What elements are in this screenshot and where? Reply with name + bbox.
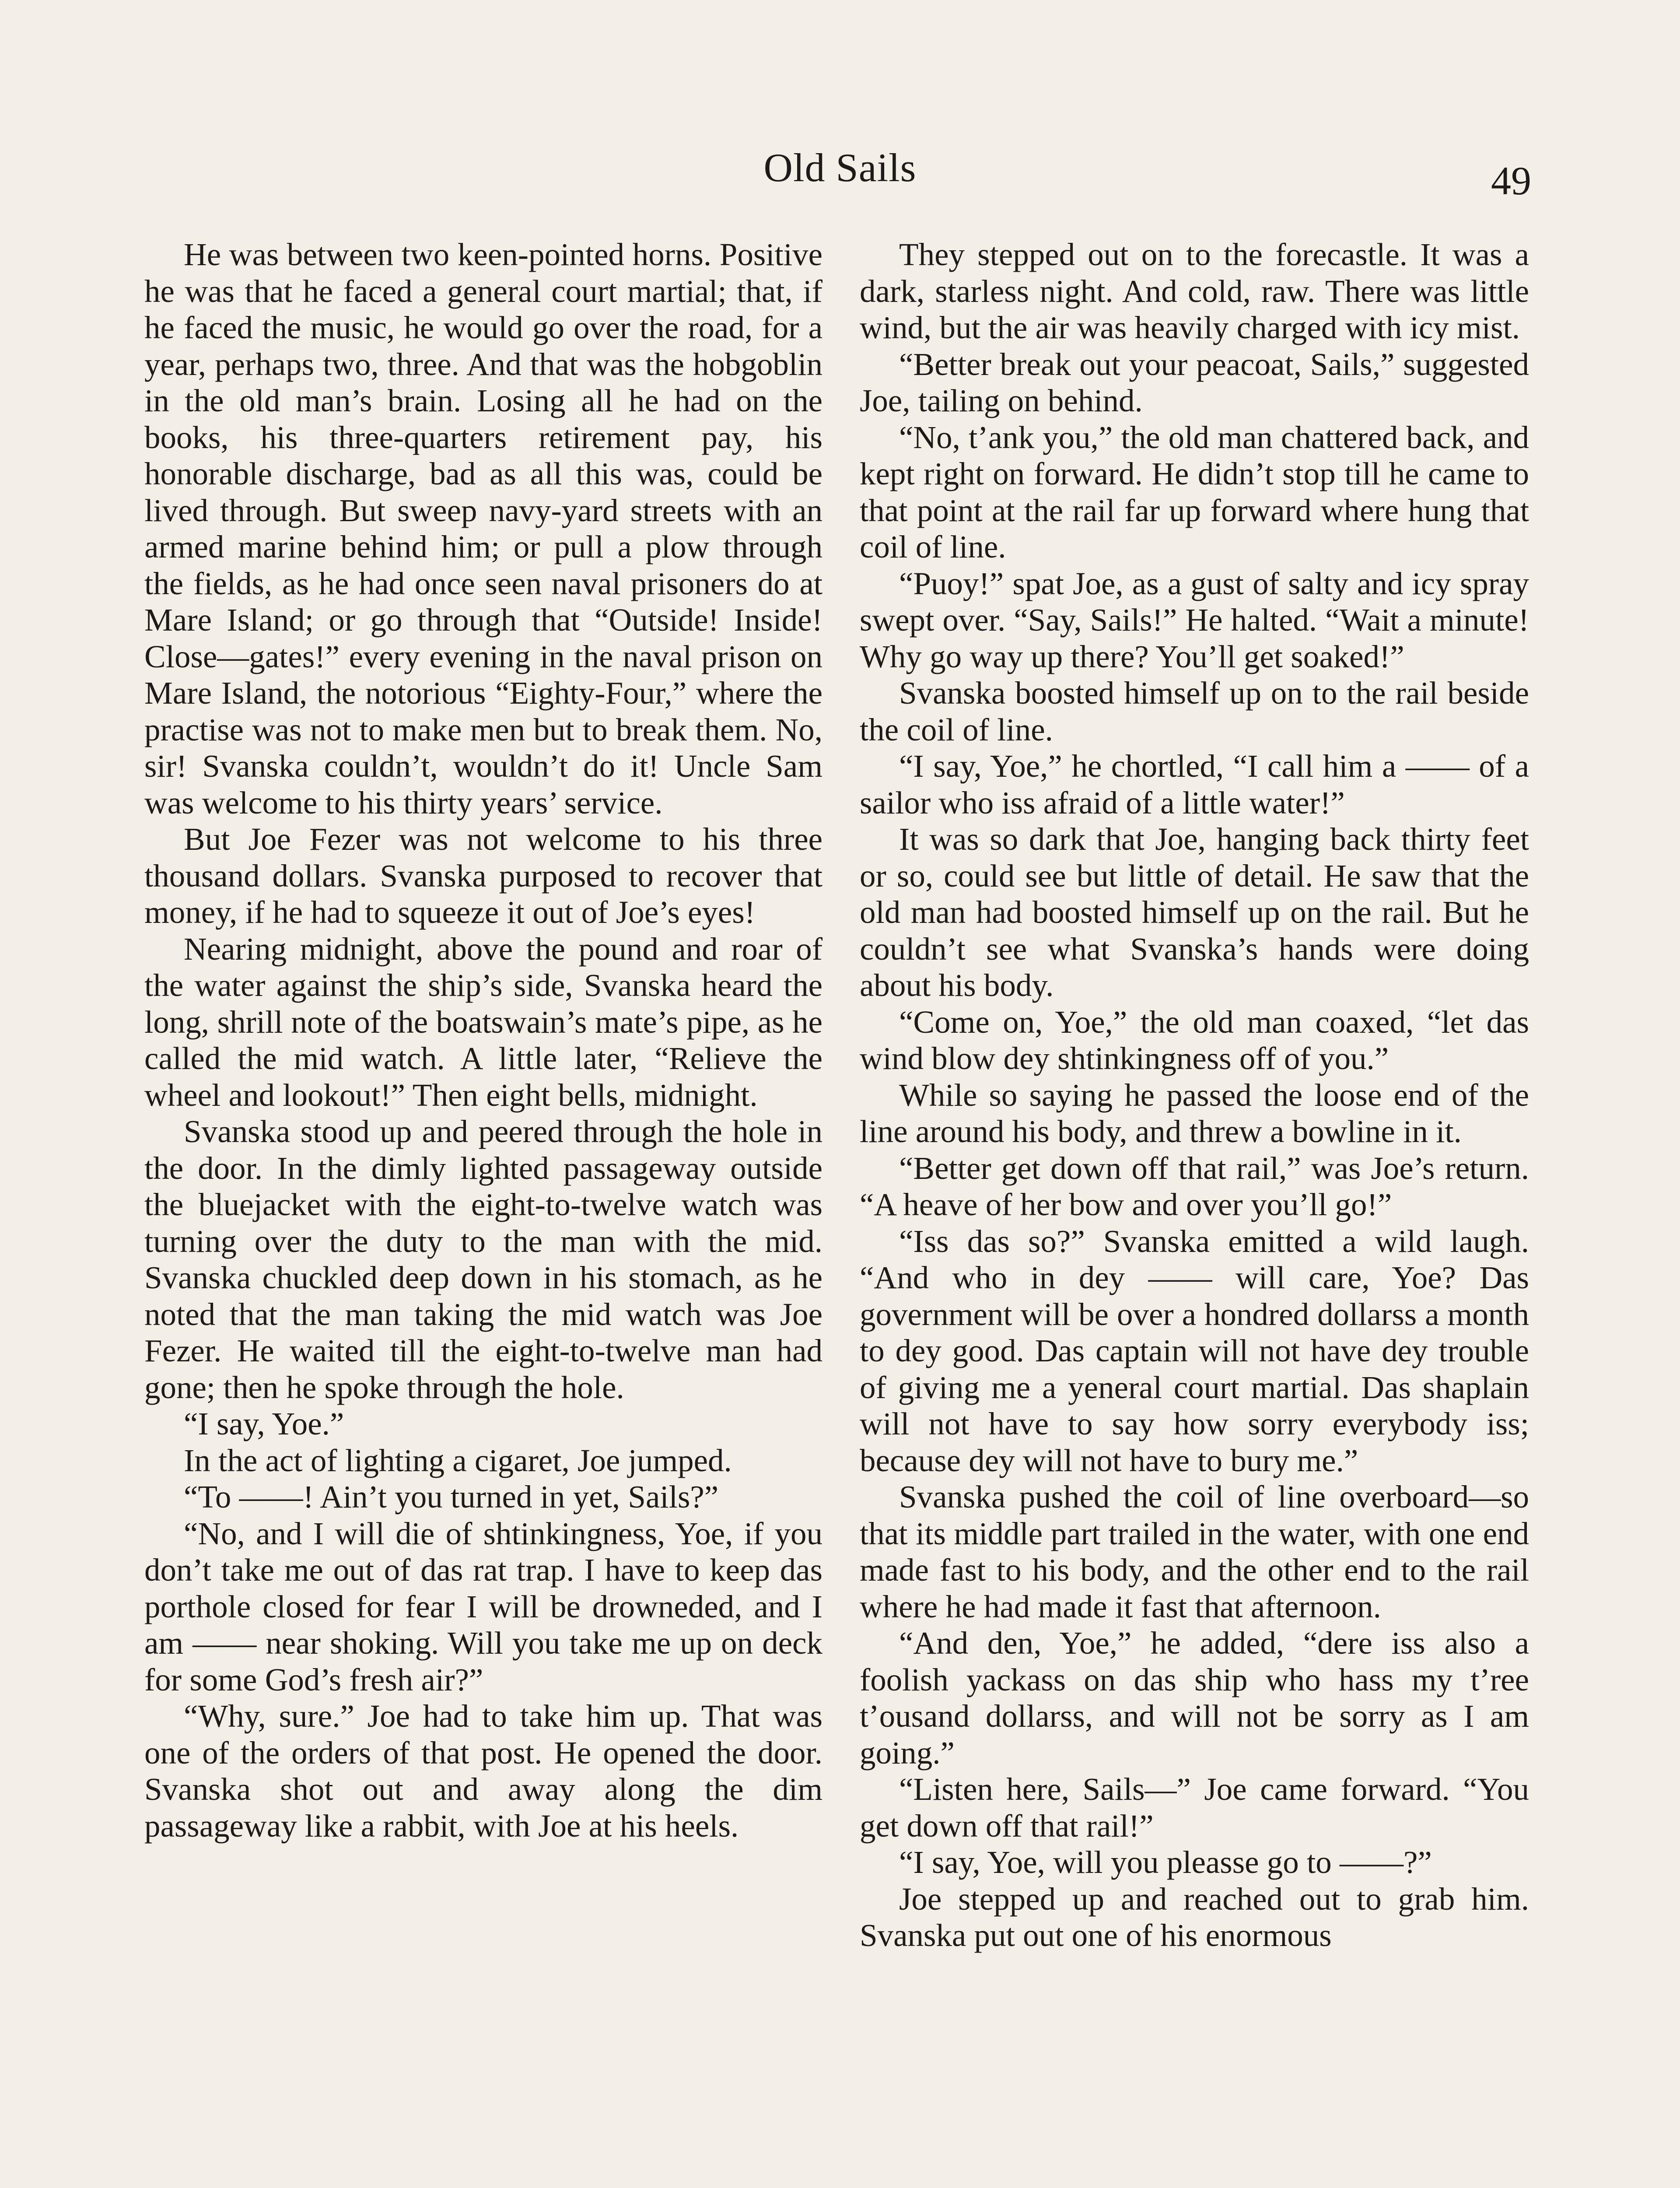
- paragraph: “Come on, Yoe,” the old man coaxed, “let das wind blow dey shtinkingness off of you.”: [860, 1004, 1529, 1076]
- paragraph: “No, and I will die of shtinkingness, Yoe, if you don’t take me out of das rat trap. I have to keep das porthole closed for fear I will be drowneded, and I am —— near shoking. Will you take me up on deck for some God’s fresh air?”: [144, 1515, 822, 1697]
- paragraph: They stepped out on to the forecastle. It was a dark, starless night. And cold, raw. There was little wind, but the air was heavily charged with icy mist.: [860, 237, 1529, 345]
- paragraph: “Puoy!” spat Joe, as a gust of salty and icy spray swept over. “Say, Sails!” He halted. “Wait a minute! Why go way up there? You’ll get soaked!”: [860, 565, 1529, 674]
- paragraph: Nearing midnight, above the pound and roar of the water against the ship’s side, Svanska heard the long, shrill note of the boatswain’s mate’s pipe, as he called the mid watch. A little later, “Relieve the wheel and lookout!” Then eight bells, midnight.: [144, 931, 822, 1113]
- paragraph: But Joe Fezer was not welcome to his three thousand dollars. Svanska purposed to recover that money, if he had to squeeze it out of Joe’s eyes!: [144, 821, 822, 930]
- right-column: [860, 236, 1529, 1954]
- paragraph: Svanska boosted himself up on to the rail beside the coil of line.: [860, 675, 1529, 747]
- paragraph: It was so dark that Joe, hanging back thirty feet or so, could see but little of detail. He saw that the old man had boosted himself up on the rail. But he couldn’t see what Svanska’s hands were doing about his body.: [860, 821, 1529, 1003]
- paragraph: “I say, Yoe, will you pleasse go to ——?”: [899, 1844, 1432, 1880]
- paragraph: “Listen here, Sails—” Joe came forward. “You get down off that rail!”: [860, 1771, 1529, 1844]
- paragraph: While so saying he passed the loose end of the line around his body, and threw a bowline in it.: [860, 1077, 1529, 1149]
- paragraph: “To ——! Ain’t you turned in yet, Sails?”: [184, 1479, 719, 1515]
- paragraph: “Better get down off that rail,” was Joe’s return. “A heave of her bow and over you’ll go!”: [860, 1150, 1529, 1222]
- paragraph: “And den, Yoe,” he added, “dere iss also a foolish yackass on das ship who hass my t’ree t’ousand dollarss, and will not be sorry as I am going.”: [860, 1625, 1529, 1771]
- paragraph: “Why, sure.” Joe had to take him up. That was one of the orders of that post. He opened the door. Svanska shot out and away along the dim passageway like a rabbit, with Joe at his heels.: [144, 1698, 822, 1844]
- paragraph: In the act of lighting a cigaret, Joe jumped.: [184, 1442, 732, 1478]
- paragraph: “Iss das so?” Svanska emitted a wild laugh. “And who in dey —— will care, Yoe? Das government will be over a hondred dollarss a month to dey good. Das captain will not have dey trouble of giving me a yeneral court martial. Das shaplain will not have to say how sorry everybody iss; because dey will not have to bury me.”: [860, 1223, 1529, 1478]
- page-number: 49: [1491, 158, 1531, 203]
- paragraph: “Better break out your peacoat, Sails,” suggested Joe, tailing on behind.: [860, 346, 1529, 418]
- paragraph: Joe stepped up and reached out to grab him. Svanska put out one of his enormous: [860, 1881, 1529, 1953]
- paragraph: “I say, Yoe,” he chortled, “I call him a —— of a sailor who iss afraid of a little water!”: [860, 748, 1529, 820]
- left-column: [144, 236, 822, 1844]
- paragraph: He was between two keen-pointed horns. Positive he was that he faced a general court martial; that, if he faced the music, he would go over the road, for a year, perhaps two, three. And that was the hobgoblin in the old man’s brain. Losing all he had on the books, his three-quarters retirement pay, his honorable discharge, bad as all this was, could be lived through. But sweep navy-yard streets with an armed marine behind him; or pull a plow through the fields, as he had once seen naval prisoners do at Mare Island; or go through that “Outside! Inside! Close—gates!” every evening in the naval prison on Mare Island, the notorious “Eighty-Four,” where the practise was not to make men but to break them. No, sir! Svanska couldn’t, wouldn’t do it! Uncle Sam was welcome to his thirty years’ service.: [144, 237, 822, 820]
- running-title: Old Sails: [763, 145, 917, 190]
- paragraph: “I say, Yoe.”: [184, 1406, 344, 1441]
- paragraph: Svanska pushed the coil of line overboard—so that its middle part trailed in the water, with one end made fast to his body, and the other end to the rail where he had made it fast that afternoon.: [860, 1479, 1529, 1624]
- paragraph: Svanska stood up and peered through the hole in the door. In the dimly lighted passageway outside the bluejacket with the eight-to-twelve watch was turning over the duty to the man with the mid. Svanska chuckled deep down in his stomach, as he noted that the man taking the mid watch was Joe Fezer. He waited till the eight-to-twelve man had gone; then he spoke through the hole.: [144, 1114, 822, 1405]
- paragraph: “No, t’ank you,” the old man chattered back, and kept right on forward. He didn’t stop till he came to that point at the rail far up forward where hung that coil of line.: [860, 419, 1529, 565]
